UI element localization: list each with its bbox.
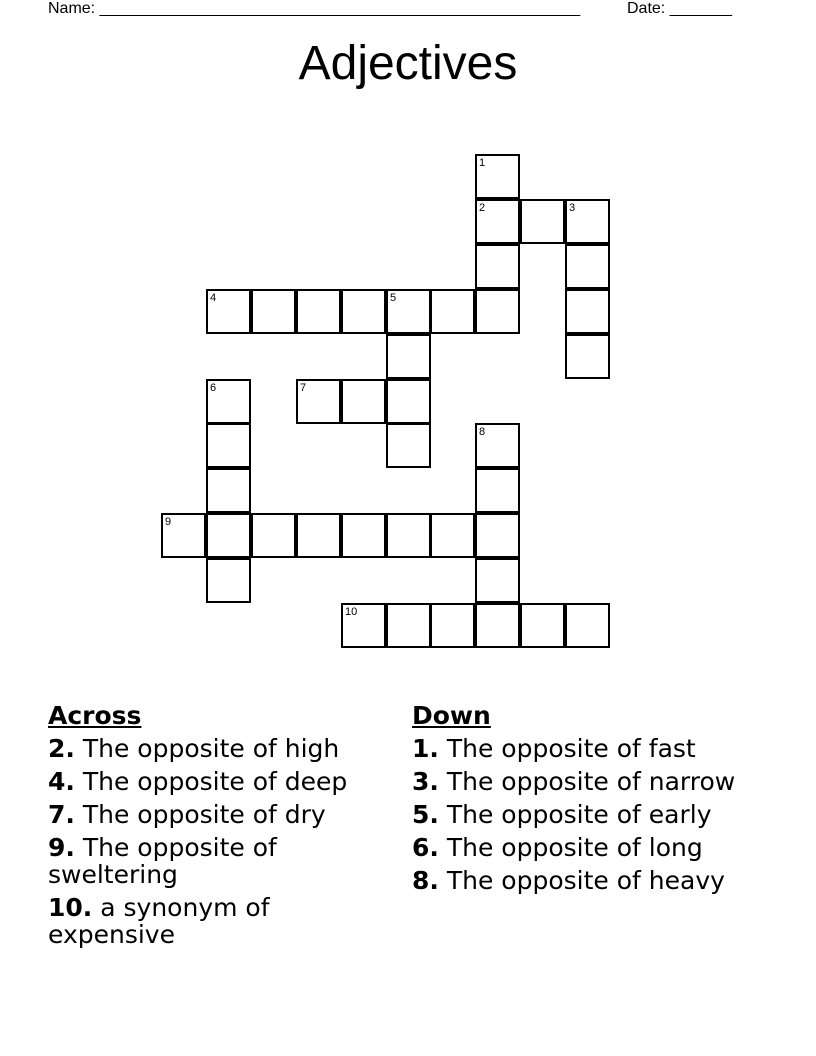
crossword-cell[interactable]: [206, 379, 251, 424]
crossword-cell[interactable]: [386, 513, 431, 558]
clue-text: The opposite of high: [74, 734, 340, 763]
crossword-cell[interactable]: [161, 513, 206, 558]
clue-number: 1.: [412, 734, 439, 763]
crossword-cell[interactable]: [341, 289, 386, 334]
date-field-label: Date: _______: [627, 0, 732, 17]
clue-number: 7.: [48, 800, 75, 829]
across-clue: [48, 894, 378, 948]
crossword-cell[interactable]: [206, 558, 251, 603]
crossword-cell[interactable]: [206, 468, 251, 513]
clue-text: The opposite of early: [438, 800, 712, 829]
crossword-cell[interactable]: [475, 289, 520, 334]
crossword-cell[interactable]: [475, 199, 520, 244]
cell-number: 7: [300, 382, 307, 394]
crossword-cell[interactable]: [565, 603, 610, 648]
clue-number: 6.: [412, 833, 439, 862]
crossword-cell[interactable]: [386, 423, 431, 468]
crossword-cell[interactable]: [251, 289, 296, 334]
down-clue: [412, 801, 792, 828]
crossword-cell[interactable]: [251, 513, 296, 558]
crossword-cell[interactable]: [386, 603, 431, 648]
crossword-cell[interactable]: [296, 513, 341, 558]
crossword-cell[interactable]: [565, 289, 610, 334]
across-clue: [48, 768, 378, 795]
crossword-cell[interactable]: [475, 468, 520, 513]
clue-text: The opposite of heavy: [438, 866, 725, 895]
crossword-cell[interactable]: [475, 244, 520, 289]
clue-text: The opposite of dry: [74, 800, 326, 829]
across-clue: [48, 735, 378, 762]
crossword-cell[interactable]: [206, 513, 251, 558]
crossword-cell[interactable]: [475, 603, 520, 648]
down-clue: [412, 867, 792, 894]
clue-text: The opposite of deep: [74, 767, 348, 796]
cell-number: 3: [569, 202, 576, 214]
cell-number: 4: [210, 292, 217, 304]
crossword-cell[interactable]: [565, 334, 610, 379]
clue-text: The opposite of fast: [438, 734, 696, 763]
clue-number: 2.: [48, 734, 75, 763]
clue-text: The opposite of long: [438, 833, 703, 862]
clue-text: The opposite of narrow: [438, 767, 736, 796]
down-clue: [412, 735, 792, 762]
crossword-cell[interactable]: [386, 334, 431, 379]
crossword-cell[interactable]: [206, 423, 251, 468]
clue-text: a synonym of expensive: [48, 893, 270, 949]
crossword-cell[interactable]: [341, 603, 386, 648]
crossword-cell[interactable]: [206, 289, 251, 334]
crossword-cell[interactable]: [475, 558, 520, 603]
across-heading: Across: [48, 701, 142, 730]
down-clue: [412, 768, 792, 795]
crossword-cell[interactable]: [296, 289, 341, 334]
name-field-label: Name: ______________________________________________________: [48, 0, 581, 17]
across-clues: [48, 702, 378, 954]
cell-number: 1: [479, 157, 486, 169]
page-title: Adjectives: [298, 37, 518, 90]
clue-text: The opposite of sweltering: [48, 833, 277, 889]
cell-number: 10: [345, 606, 358, 618]
crossword-cell[interactable]: [520, 603, 565, 648]
crossword-cell[interactable]: [386, 379, 431, 424]
crossword-cell[interactable]: [430, 289, 475, 334]
cell-number: 2: [479, 202, 486, 214]
down-heading: Down: [412, 701, 491, 730]
clue-number: 9.: [48, 833, 75, 862]
crossword-cell[interactable]: [475, 423, 520, 468]
crossword-cell[interactable]: [475, 154, 520, 199]
clue-number: 5.: [412, 800, 439, 829]
crossword-cell[interactable]: [520, 199, 565, 244]
crossword-cell[interactable]: [296, 379, 341, 424]
down-clue: [412, 834, 792, 861]
crossword-cell[interactable]: [386, 289, 431, 334]
clue-number: 8.: [412, 866, 439, 895]
crossword-cell[interactable]: [341, 513, 386, 558]
clue-number: 4.: [48, 767, 75, 796]
crossword-cell[interactable]: [565, 199, 610, 244]
down-clues: [412, 702, 792, 900]
crossword-cell[interactable]: [430, 603, 475, 648]
cell-number: 9: [165, 516, 172, 528]
clue-number: 3.: [412, 767, 439, 796]
crossword-cell[interactable]: [475, 513, 520, 558]
cell-number: 5: [390, 292, 397, 304]
across-clue: [48, 801, 378, 828]
clue-number: 10.: [48, 893, 93, 922]
crossword-cell[interactable]: [565, 244, 610, 289]
across-clue: [48, 834, 378, 888]
cell-number: 6: [210, 382, 217, 394]
cell-number: 8: [479, 426, 486, 438]
crossword-cell[interactable]: [341, 379, 386, 424]
crossword-cell[interactable]: [430, 513, 475, 558]
